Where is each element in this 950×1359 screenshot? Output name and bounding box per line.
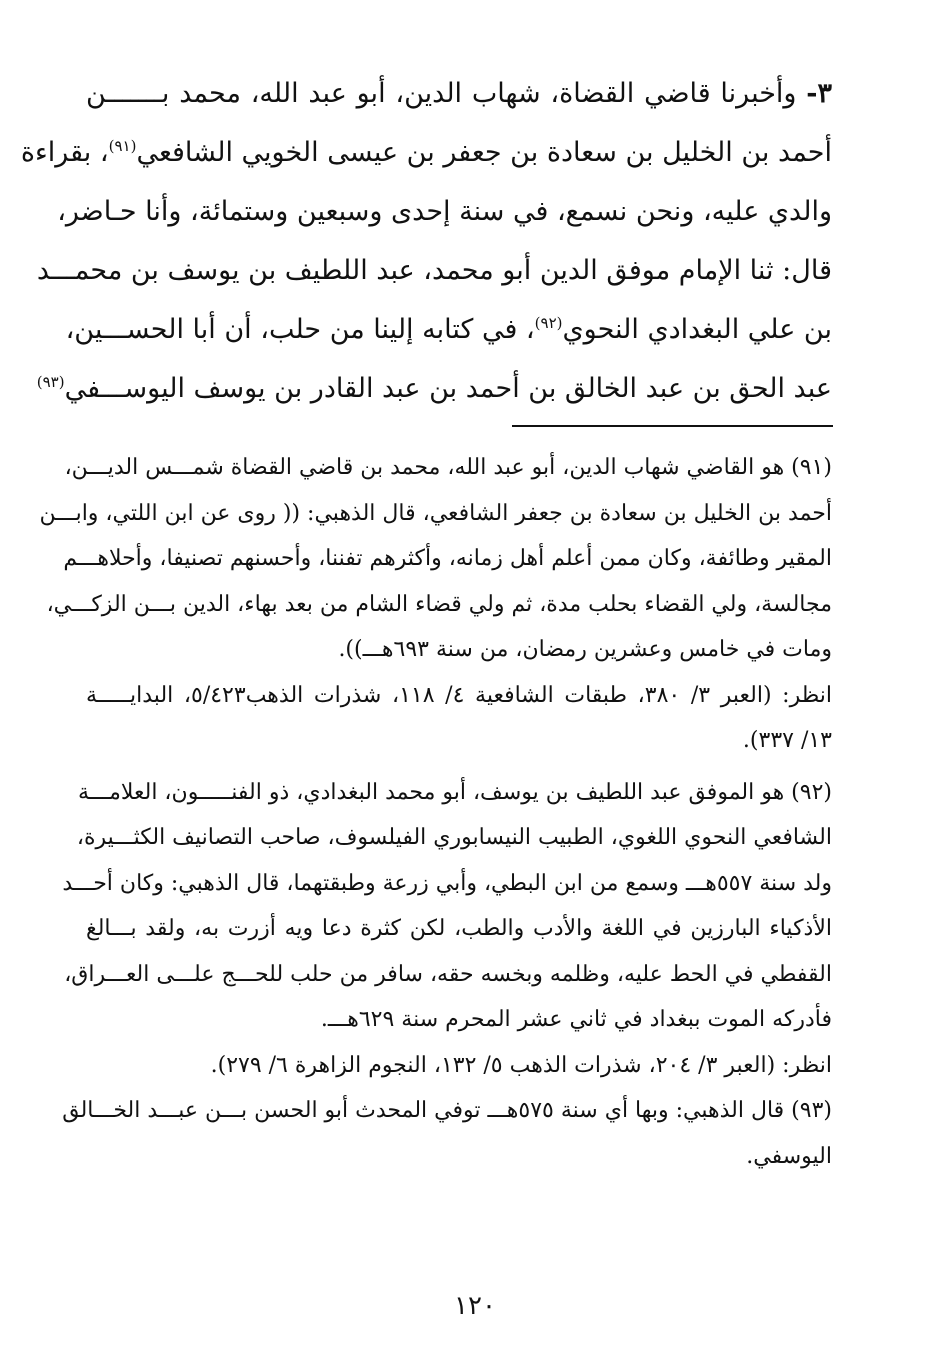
footnote-ref-93: (٩٣): [36, 373, 65, 391]
footnote-line: مجالسة، ولي القضاء بحلب مدة، ثم ولي قضاء الشام من بعد بهاء، الدين بـــن الزكـــي،: [46, 591, 832, 617]
footnote-line: انظر: (العبر ٣/ ٣٨٠، طبقات الشافعية ٤/ ١١٨، شذرات الذهب٥/٤٢٣، البدايـــــة: [86, 682, 833, 708]
footnote-line: ومات في خامس وعشرين رمضان، من سنة ٦٩٣هـــ)).: [338, 637, 832, 662]
footnote-line: ولد سنة ٥٥٧هـــ وسمع من ابن البطي، وأبي زرعة وطبقتهما، قال الذهبي: وكان أحـــد: [62, 870, 832, 896]
main-line-1: ٣- وأخبرنا قاضي القضاة، شهاب الدين، أبو عبد الله، محمد بـــــــن: [86, 78, 832, 109]
main-line-2: أحمد بن الخليل بن سعادة بن جعفر بن عيسى الخويي الشافعي$^{(٩١)}$، بقراءة: [20, 137, 832, 168]
item-number: ٣-: [806, 78, 832, 109]
main-line-3: والدي عليه، ونحن نسمع، في سنة إحدى وسبعين وستمائة، وأنا حـاضر،: [57, 196, 832, 227]
footnote-line: (٩١) هو القاضي شهاب الدين، أبو عبد الله، محمد بن قاضي القضاة شمـــس الديـــن،: [64, 455, 832, 480]
footnote-ref-91: (٩١): [108, 137, 137, 155]
footnote-line: (٩٣) قال الذهبي: وبها أي سنة ٥٧٥هـــ توفي المحدث أبو الحسن بـــن عبـــد الخـــالق: [62, 1098, 832, 1123]
footnote-line: الأذكياء البارزين في اللغة والأدب والطب، لكن كثرة دعا ويه أزرت به، ولقد بـــالغ: [86, 916, 832, 941]
footnote-line: المقير وطائفة، وكان ممن أعلم أهل زمانه، وأكثرهم تفننا، وأحسنهم تصنيفا، وأحلاهـــم: [63, 546, 832, 571]
footnote-line: فأدركه الموت ببغداد في ثاني عشر المحرم سنة ٦٢٩هـــ.: [320, 1007, 832, 1032]
footnote-line: اليوسفي.: [746, 1143, 832, 1169]
main-text: [20, 64, 832, 418]
footnote-line: ١٣/ ٣٣٧).: [742, 728, 832, 753]
main-line-5: بن علي البغدادي النحوي$^{(٩٢)}$، في كتابه إلينا من حلب، أن أبا الحســـين،: [65, 314, 832, 345]
main-line-6: عبد الحق بن عبد الخالق بن أحمد بن عبد القادر بن يوسف اليوســـفي$^{(٩٣)}$: [36, 373, 832, 404]
footnote-line: الشافعي النحوي اللغوي، الطبيب النيسابوري الفيلسوف، صاحب التصانيف الكثـــيرة،: [76, 825, 832, 850]
footnotes: [39, 445, 833, 1179]
main-line-4: قال: ثنا الإمام موفق الدين أبو محمد، عبد اللطيف بن يوسف بن محمـــد: [36, 255, 832, 286]
footnote-separator: [512, 425, 833, 427]
footnote-line: (٩٢) هو الموفق عبد اللطيف بن يوسف، أبو محمد البغدادي، ذو الفنـــــون، العلامـــة: [77, 779, 832, 805]
footnote-line: أحمد بن الخليل بن سعادة بن جعفر الشافعي، قال الذهبي: (( روى عن ابن اللتي، وابـــن: [39, 500, 832, 526]
footnote-ref-92: (٩٢): [534, 314, 563, 332]
footnote-line: القفطي في الحط عليه، وظلمه وبخسه حقه، سافر من حلب للحـــج علـــى العـــراق،: [64, 961, 832, 987]
page-number: ١٢٠: [454, 1291, 496, 1321]
footnote-line: انظر: (العبر ٣/ ٢٠٤، شذرات الذهب ٥/ ١٣٢، النجوم الزاهرة ٦/ ٢٧٩).: [210, 1052, 832, 1078]
